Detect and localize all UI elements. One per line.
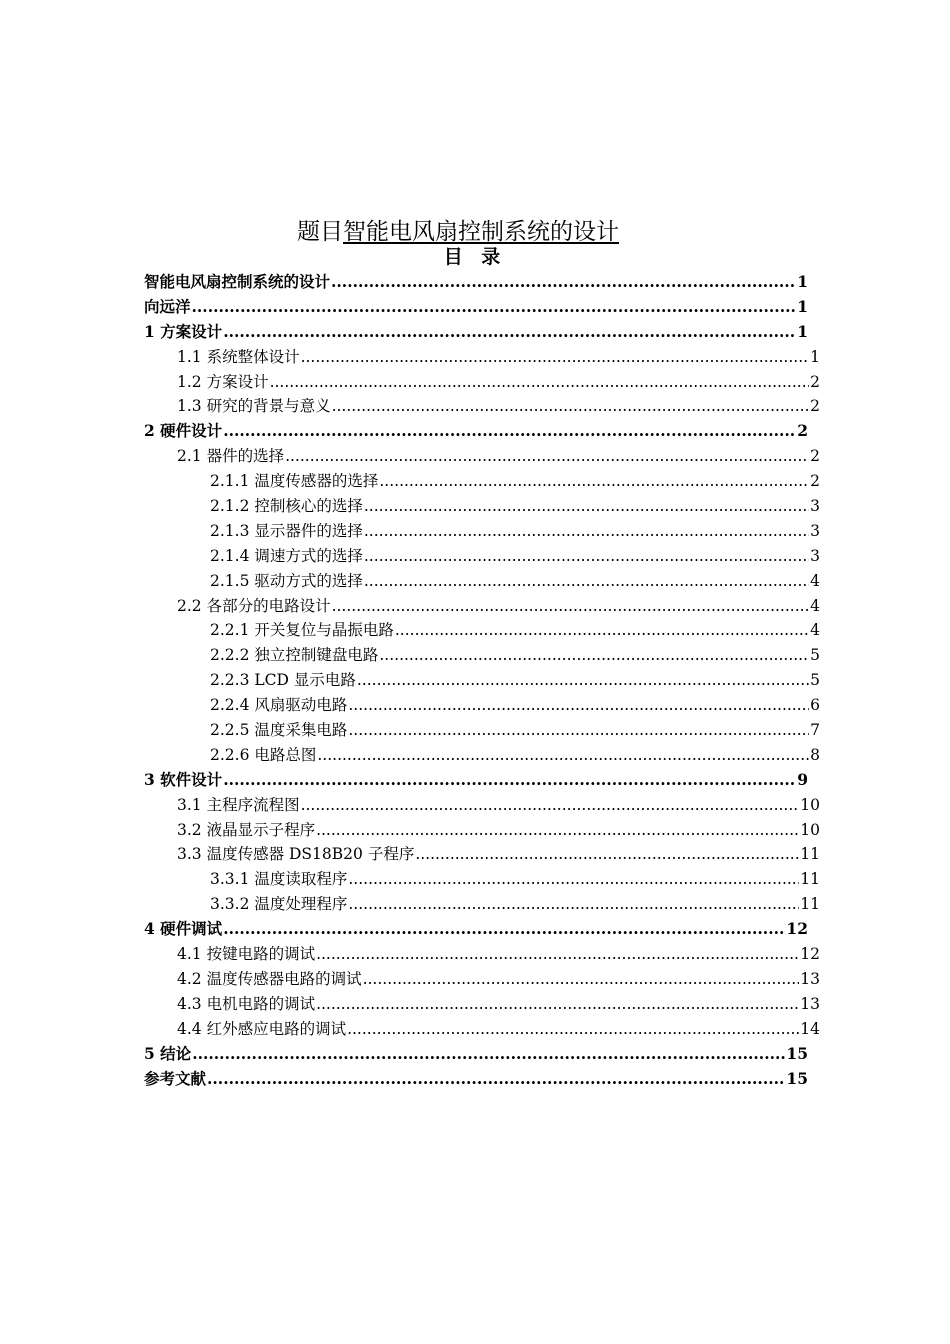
toc-leader-dots (332, 394, 810, 419)
toc-entry-page: 11 (800, 870, 820, 889)
toc-entry[interactable] (144, 1017, 820, 1042)
toc-entry-title: 2.2 各部分的电路设计 (177, 596, 331, 615)
toc-entry-page: 10 (800, 795, 820, 814)
toc-entry-page: 10 (800, 820, 820, 839)
toc-entry-page: 1 (810, 347, 820, 366)
toc-entry-title: 3.3.1 温度读取程序 (210, 870, 348, 889)
toc-entry-title: 1.1 系统整体设计 (177, 347, 300, 366)
toc-entry-title: 4.1 按键电路的调试 (177, 945, 316, 964)
toc-entry[interactable] (144, 992, 820, 1017)
toc-entry[interactable] (144, 768, 808, 793)
toc-leader-dots (316, 992, 799, 1017)
toc-entry-page: 2 (810, 372, 820, 391)
toc-leader-dots (301, 793, 800, 818)
toc-entry-title: 2.1.3 显示器件的选择 (210, 521, 363, 540)
toc-entry-title: 1.3 研究的背景与意义 (177, 397, 331, 416)
toc-leader-dots (285, 444, 809, 469)
toc-leader-dots (395, 618, 809, 643)
toc-leader-dots (192, 295, 797, 320)
toc-leader-dots (207, 1067, 785, 1092)
toc-entry[interactable] (144, 1067, 808, 1092)
toc-entry[interactable] (144, 270, 808, 295)
toc-entry-page: 12 (800, 945, 820, 964)
toc-entry[interactable] (144, 569, 820, 594)
toc-entry[interactable] (144, 892, 820, 917)
toc-leader-dots (316, 818, 799, 843)
toc-entry[interactable] (144, 419, 808, 444)
toc-heading: 目 录 (443, 246, 507, 268)
toc-entry-title: 2.1 器件的选择 (177, 447, 285, 466)
toc-entry-title: 4.3 电机电路的调试 (177, 994, 316, 1013)
toc-entry-page: 12 (786, 919, 808, 939)
toc-entry-title: 2 硬件设计 (144, 421, 223, 441)
toc-entry[interactable] (144, 718, 820, 743)
toc-entry-title: 3 软件设计 (144, 769, 223, 789)
toc-leader-dots (364, 569, 809, 594)
toc-entry-title: 2.2.6 电路总图 (210, 745, 317, 764)
toc-leader-dots (364, 519, 809, 544)
toc-entry[interactable] (144, 942, 820, 967)
toc-leader-dots (317, 743, 809, 768)
toc-leader-dots (348, 892, 799, 917)
toc-entry[interactable] (144, 693, 820, 718)
toc-entry-page: 2 (810, 397, 820, 416)
title-label: 题目 (297, 219, 343, 245)
toc-leader-dots (301, 345, 810, 370)
toc-leader-dots (332, 594, 810, 619)
toc-leader-dots (270, 370, 810, 395)
toc-entry-page: 11 (800, 845, 820, 864)
toc-entry[interactable] (144, 867, 820, 892)
toc-entry-title: 4 硬件调试 (144, 919, 223, 939)
toc-entry-page: 3 (810, 497, 820, 516)
toc-entry[interactable] (144, 1042, 808, 1067)
toc-leader-dots (379, 643, 809, 668)
toc-entry-page: 3 (810, 546, 820, 565)
toc-entry[interactable] (144, 370, 820, 395)
toc-entry[interactable] (144, 519, 820, 544)
toc-leader-dots (223, 320, 796, 345)
table-of-contents (144, 270, 820, 1091)
toc-entry-page: 11 (800, 895, 820, 914)
toc-entry[interactable] (144, 643, 820, 668)
toc-entry-page: 2 (810, 472, 820, 491)
toc-entry-page: 13 (800, 994, 820, 1013)
toc-entry[interactable] (144, 320, 808, 345)
toc-leader-dots (364, 544, 809, 569)
toc-leader-dots (192, 1042, 785, 1067)
toc-entry[interactable] (144, 394, 820, 419)
toc-entry-title: 2.1.5 驱动方式的选择 (210, 571, 363, 590)
toc-entry[interactable] (144, 544, 820, 569)
toc-leader-dots (363, 967, 800, 992)
toc-entry[interactable] (144, 842, 820, 867)
toc-entry-title: 2.1.2 控制核心的选择 (210, 497, 363, 516)
toc-entry-title: 3.1 主程序流程图 (177, 795, 300, 814)
toc-entry-title: 1.2 方案设计 (177, 372, 269, 391)
toc-entry-page: 4 (810, 621, 820, 640)
toc-entry[interactable] (144, 618, 820, 643)
toc-entry-page: 7 (810, 721, 820, 740)
toc-leader-dots (347, 1017, 799, 1042)
toc-entry-page: 8 (810, 745, 820, 764)
toc-leader-dots (223, 917, 785, 942)
toc-entry-page: 1 (797, 296, 808, 316)
toc-entry-title: 5 结论 (144, 1043, 192, 1063)
toc-entry[interactable] (144, 793, 820, 818)
toc-leader-dots (348, 718, 809, 743)
toc-entry-page: 5 (810, 671, 820, 690)
toc-entry[interactable] (144, 917, 808, 942)
toc-entry-title: 2.2.1 开关复位与晶振电路 (210, 621, 394, 640)
toc-leader-dots (348, 867, 799, 892)
toc-entry-page: 4 (810, 571, 820, 590)
toc-leader-dots (348, 693, 809, 718)
toc-leader-dots (223, 768, 796, 793)
toc-entry-page: 15 (786, 1043, 808, 1063)
toc-entry-title: 4.2 温度传感器电路的调试 (177, 969, 362, 988)
toc-entry-page: 13 (800, 969, 820, 988)
toc-entry[interactable] (144, 668, 820, 693)
toc-entry-title: 智能电风扇控制系统的设计 (144, 272, 331, 291)
toc-leader-dots (331, 270, 796, 295)
toc-leader-dots (415, 842, 799, 867)
toc-entry-page: 5 (810, 646, 820, 665)
title-topic: 智能电风扇控制系统的设计 (343, 219, 619, 245)
toc-entry-title: 3.2 液晶显示子程序 (177, 820, 316, 839)
toc-leader-dots (379, 469, 809, 494)
toc-entry-title: 向远洋 (144, 296, 191, 316)
toc-entry-title: 4.4 红外感应电路的调试 (177, 1019, 347, 1038)
toc-entry-title: 1 方案设计 (144, 321, 223, 341)
toc-entry-page: 1 (797, 321, 808, 341)
toc-entry[interactable] (144, 818, 820, 843)
toc-entry-title: 2.1.1 温度传感器的选择 (210, 472, 379, 491)
toc-leader-dots (223, 419, 796, 444)
toc-entry-page: 14 (800, 1019, 820, 1038)
toc-entry-title: 2.2.4 风扇驱动电路 (210, 696, 348, 715)
toc-entry[interactable] (144, 967, 820, 992)
toc-entry-title: 参考文献 (144, 1068, 207, 1088)
toc-entry[interactable] (144, 469, 820, 494)
toc-entry[interactable] (144, 345, 820, 370)
toc-leader-dots (357, 668, 809, 693)
toc-entry-page: 3 (810, 521, 820, 540)
toc-entry-page: 6 (810, 696, 820, 715)
toc-entry[interactable] (144, 295, 808, 320)
toc-entry-page: 9 (797, 769, 808, 789)
toc-entry-page: 2 (810, 447, 820, 466)
toc-entry-title: 2.2.2 独立控制键盘电路 (210, 646, 379, 665)
toc-entry[interactable] (144, 444, 820, 469)
toc-entry-title: 2.1.4 调速方式的选择 (210, 546, 363, 565)
toc-entry-title: 3.3 温度传感器 DS18B20 子程序 (177, 845, 415, 864)
toc-entry-title: 2.2.3 LCD 显示电路 (210, 671, 356, 690)
toc-entry-page: 1 (797, 272, 808, 291)
toc-entry-page: 2 (797, 421, 808, 441)
toc-entry[interactable] (144, 743, 820, 768)
toc-leader-dots (364, 494, 809, 519)
toc-leader-dots (316, 942, 799, 967)
toc-entry[interactable] (144, 494, 820, 519)
toc-entry-page: 15 (786, 1068, 808, 1088)
toc-entry-title: 3.3.2 温度处理程序 (210, 895, 348, 914)
toc-entry[interactable] (144, 594, 820, 619)
toc-entry-page: 4 (810, 596, 820, 615)
toc-entry-title: 2.2.5 温度采集电路 (210, 721, 348, 740)
